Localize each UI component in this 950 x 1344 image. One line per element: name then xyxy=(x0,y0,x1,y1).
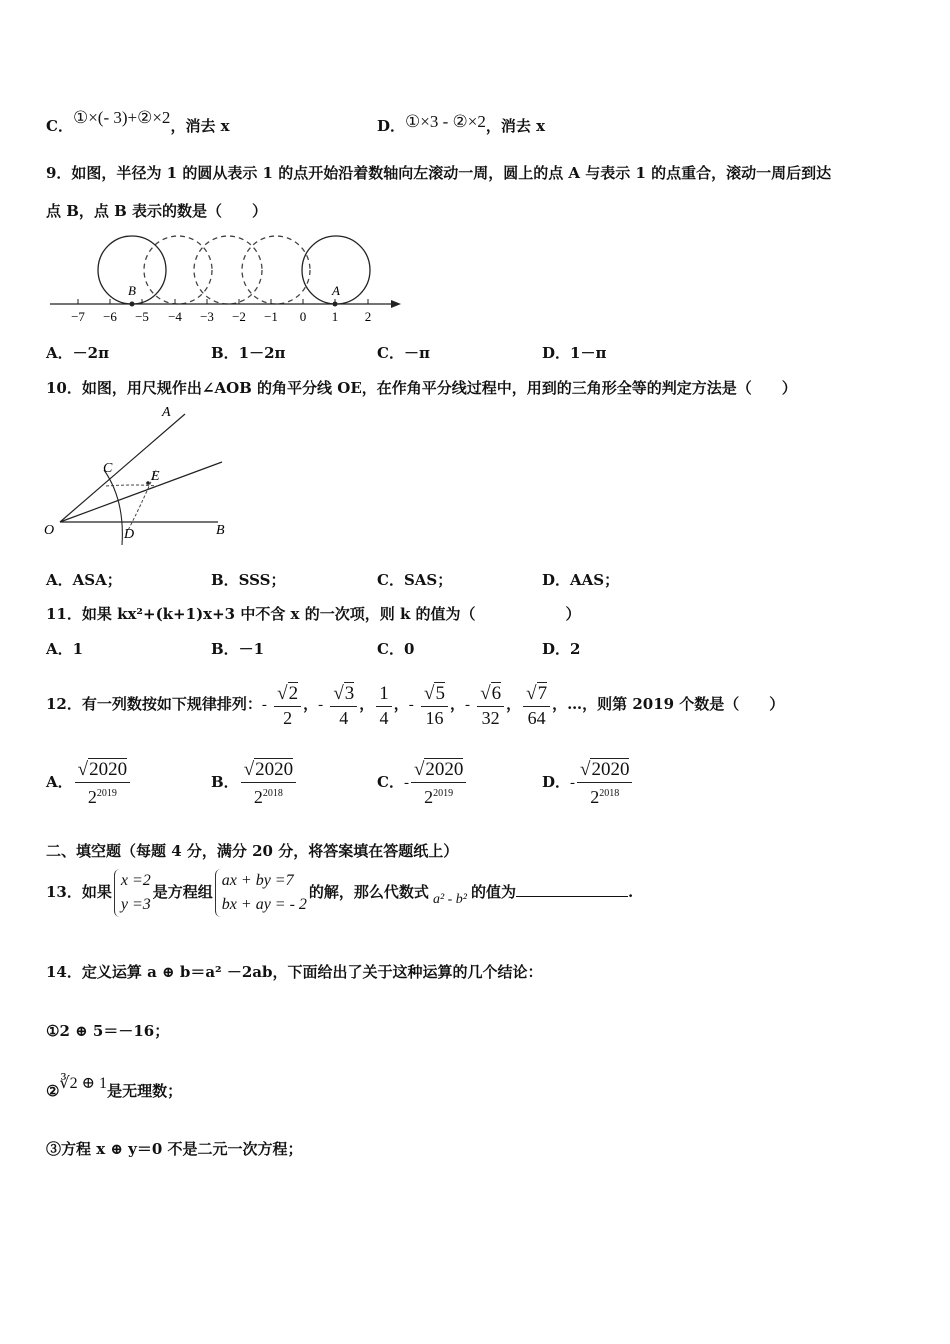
tick-label: −6 xyxy=(103,309,117,324)
option-label: D． xyxy=(377,117,406,135)
q12-term: - $\frac{√3}{4}$ xyxy=(318,695,359,713)
denominator-base: 2 xyxy=(87,787,97,807)
tick-label: −7 xyxy=(71,309,85,324)
statement-label: ② xyxy=(46,1082,60,1100)
option-sign: - xyxy=(403,775,409,791)
q14-radical-expression: ∛2 ⊕ 1 xyxy=(59,1075,108,1092)
q9-text-line2: 点 B，点 B 表示的数是（ ） xyxy=(46,202,268,220)
tick-label: −2 xyxy=(232,309,246,324)
option-label: B． xyxy=(211,773,239,791)
option-label: D． xyxy=(542,773,571,791)
q13-after: 的解，那么代数式 xyxy=(308,883,429,901)
system-row: ax + by =7 xyxy=(221,872,294,889)
tick-label: 1 xyxy=(331,309,339,324)
q10-option-c: C．SAS； xyxy=(377,571,453,589)
q12-option-d: D．- $\frac{√2020}{2^{2018}}$ xyxy=(542,752,634,813)
tick-label: −3 xyxy=(200,309,214,324)
q12-line: 12．有一列数按如下规律排列：- $\frac{√2}{2}$ ，- $\frac{√3}{4}$ ， $\frac{1}{4}$ ，- $\frac{√5}{16}$ ，- $\frac{√6}{32}$ ， $\frac{√7}{64}$ ，…，则第 2019 个数是（ ） xyxy=(46,682,785,728)
option-numerator: 2020 xyxy=(425,759,464,780)
option-label: C． xyxy=(377,773,404,791)
label-b: B xyxy=(216,523,225,538)
term-numerator: 1 xyxy=(376,682,392,707)
option-text: ，消去 x xyxy=(170,117,230,135)
option-numerator: 2020 xyxy=(255,759,294,780)
q13-end: . xyxy=(628,883,634,901)
q11-option-c: C．0 xyxy=(377,640,415,658)
term-denominator: 64 xyxy=(527,707,546,728)
q9-number-line-figure xyxy=(46,232,406,328)
tick-label: −1 xyxy=(264,309,278,324)
section-title: 二、填空题（每题 4 分，满分 20 分，将答案填在答题纸上） xyxy=(46,842,459,860)
point-b-dot xyxy=(130,302,135,307)
q9-option-c: C．－π xyxy=(377,344,430,362)
answer-blank[interactable] xyxy=(516,896,628,897)
q11-text: 11．如果 kx²+(k+1)x+3 中不含 x 的一次项，则 k 的值为（ ） xyxy=(46,605,581,623)
q12-term: - $\frac{√5}{16}$ xyxy=(409,695,450,713)
term-denominator: 2 xyxy=(283,707,293,728)
q12-term xyxy=(374,682,394,728)
term-denominator: 4 xyxy=(339,707,349,728)
denominator-exponent: 2018 xyxy=(599,788,620,799)
system-equations xyxy=(215,869,307,917)
tick-label: −5 xyxy=(135,309,149,324)
term-denominator: 32 xyxy=(481,707,500,728)
label-o: O xyxy=(44,523,55,538)
term-sign: - xyxy=(318,697,324,713)
label-e: E xyxy=(151,469,160,484)
q14-statement-2 xyxy=(46,1075,183,1101)
point-b-label: B xyxy=(128,283,136,298)
q13-expression: a² - b² xyxy=(432,892,467,907)
system-solution xyxy=(114,869,151,917)
denominator-exponent: 2018 xyxy=(262,788,283,799)
term-denominator: 16 xyxy=(425,707,444,728)
option-label: C． xyxy=(46,117,73,135)
q14-statement-3: ③方程 x ⊕ y＝0 不是二元一次方程； xyxy=(46,1140,303,1158)
q10-option-d: D．AAS； xyxy=(542,571,620,589)
q13-middle: 是方程组 xyxy=(152,883,213,901)
q10-text: 10．如图，用尺规作出∠AOB 的角平分线 OE，在作角平分线过程中，用到的三角形全等的判定方法是（ ） xyxy=(46,379,797,397)
statement-tail: 是无理数； xyxy=(107,1082,183,1100)
system-row: y =3 xyxy=(120,896,151,913)
q9-option-b: B．1－2π xyxy=(211,344,286,362)
system-row: x =2 xyxy=(120,872,151,889)
tick-label: 2 xyxy=(364,309,372,324)
q9-option-a: A．－2π xyxy=(46,344,110,362)
label-d: D xyxy=(124,527,135,542)
dashed-circle xyxy=(242,236,310,304)
q14-text: 14．定义运算 a ⊕ b＝a² －2ab，下面给出了关于这种运算的几个结论： xyxy=(46,963,543,981)
q13-line xyxy=(46,864,633,922)
q8-option-c xyxy=(46,108,230,136)
point-a-label: A xyxy=(332,283,340,298)
tick-label: 0 xyxy=(299,309,307,324)
q12-term: $\frac{√7}{64}$ xyxy=(521,695,552,713)
term-denominator: 4 xyxy=(379,707,389,728)
ray-oa xyxy=(60,414,185,522)
rolling-circles xyxy=(98,236,370,304)
denominator-base: 2 xyxy=(590,787,600,807)
denominator-base: 2 xyxy=(253,787,263,807)
term-numerator: 6 xyxy=(491,682,502,704)
term-numerator: 7 xyxy=(537,682,548,704)
q14-statement-1: ①2 ⊕ 5＝－16； xyxy=(46,1022,170,1040)
bisector-oe xyxy=(60,462,222,522)
term-numerator: 3 xyxy=(344,682,355,704)
option-label: A． xyxy=(46,773,73,791)
option-text: ，消去 x xyxy=(485,117,546,135)
axis-arrow-icon xyxy=(391,300,401,308)
q11-option-d: D．2 xyxy=(542,640,581,658)
q10-option-b: B．SSS； xyxy=(211,571,286,589)
denominator-exponent: 2019 xyxy=(433,788,454,799)
tick-label: −4 xyxy=(168,309,182,324)
point-e-dot xyxy=(146,481,150,485)
option-numerator: 2020 xyxy=(89,759,128,780)
label-c: C xyxy=(103,461,113,476)
q11-option-b: B．－1 xyxy=(211,640,265,658)
term-sign: - xyxy=(464,697,470,713)
q8-option-d xyxy=(377,112,546,136)
point-a-dot xyxy=(333,302,338,307)
q8-c-expression: ①×(- 3)+②×2 xyxy=(72,108,171,127)
term-sign: - xyxy=(408,697,414,713)
q12-term: - $\frac{√2}{2}$ xyxy=(262,695,303,713)
dashed-circle xyxy=(144,236,212,304)
q10-option-a: A．ASA； xyxy=(46,571,122,589)
label-a: A xyxy=(162,405,171,420)
term-sign: - xyxy=(261,697,267,713)
q12-term: - $\frac{√6}{32}$ xyxy=(465,695,506,713)
q13-prefix: 13．如果 xyxy=(46,883,112,901)
q8-d-expression: ①×3 - ②×2 xyxy=(405,112,486,131)
term-numerator: 5 xyxy=(435,682,445,704)
q11-option-a: A．1 xyxy=(46,640,84,658)
construction-arc xyxy=(106,485,158,486)
q12-option-b: B． $\frac{√2020}{2^{2018}}$ xyxy=(211,752,298,813)
q13-tail: 的值为 xyxy=(471,883,517,901)
q12-suffix: ，…，则第 2019 个数是（ ） xyxy=(552,695,785,713)
dashed-circle xyxy=(194,236,262,304)
denominator-base: 2 xyxy=(424,787,434,807)
option-numerator: 2020 xyxy=(591,759,630,780)
option-sign: - xyxy=(570,775,576,791)
denominator-exponent: 2019 xyxy=(96,788,117,799)
q9-text-line1: 9．如图，半径为 1 的圆从表示 1 的点开始沿着数轴向左滚动一周，圆上的点 A 与表示 1 的点重合，滚动一周后到达 xyxy=(46,164,832,182)
q10-angle-bisector-figure xyxy=(40,400,240,548)
q9-option-d: D．1－π xyxy=(542,344,607,362)
q12-prefix: 12．有一列数按如下规律排列： xyxy=(46,695,262,713)
term-numerator: 2 xyxy=(288,682,299,704)
q12-option-c: C．- $\frac{√2020}{2^{2019}}$ xyxy=(377,752,468,813)
system-row: bx + ay = - 2 xyxy=(221,896,307,913)
q12-option-a: A． $\frac{√2020}{2^{2019}}$ xyxy=(46,752,132,813)
